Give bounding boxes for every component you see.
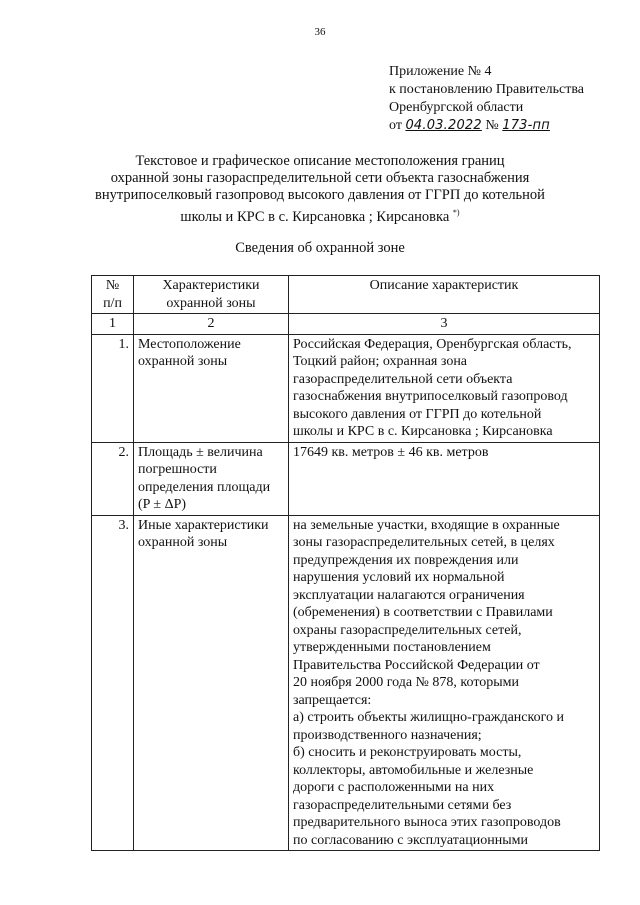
header-characteristics-line-2: охранной зоны: [166, 295, 256, 311]
characteristic-line: определения площади: [138, 479, 271, 495]
table-header-row: [92, 276, 600, 314]
description-line: предупреждения их повреждения или: [293, 552, 519, 568]
characteristic-line: Местоположение: [138, 336, 241, 352]
column-number-1: 1: [92, 314, 134, 335]
header-characteristics-line-1: Характеристики: [162, 278, 260, 293]
description-line: дороги с расположенными на них: [293, 780, 495, 795]
description-line: газораспределительной сети объекта: [293, 371, 513, 387]
row-number: 1.: [92, 334, 134, 442]
description-line: 17649 кв. метров ± 46 кв. метров: [293, 444, 489, 460]
appendix-line-1: Приложение № 4: [389, 64, 492, 79]
description-line: по согласованию с эксплуатационными: [293, 832, 528, 848]
header-number-line-2: п/п: [103, 295, 122, 311]
description-line: коллекторы, автомобильные и железные: [293, 762, 534, 778]
appendix-block: [389, 63, 639, 135]
description-line: газоснабжения внутрипоселковый газопровод: [293, 389, 568, 404]
row-characteristic: [134, 334, 289, 442]
characteristic-line: охранной зоны: [138, 354, 228, 369]
row-number: 2.: [92, 442, 134, 515]
header-number-line-1: №: [105, 278, 120, 293]
description-line: утвержденными постановлением: [293, 640, 491, 655]
description-line: эксплуатации налагаются ограничения: [293, 587, 525, 603]
description-line: зоны газораспределительных сетей, в целях: [293, 535, 555, 550]
title-line-2: охранной зоны газораспределительной сети объекта газоснабжения: [110, 170, 530, 186]
description-line: Российская Федерация, Оренбургская область,: [293, 336, 572, 352]
description-line: (обременения) в соответствии с Правилами: [293, 605, 553, 620]
header-description: Описание характеристик: [289, 276, 600, 314]
number-label: №: [485, 118, 499, 133]
description-line: высокого давления от ГГРП до котельной: [293, 406, 542, 422]
characteristic-line: (P ± ΔP): [138, 497, 187, 512]
header-number: [92, 276, 134, 314]
row-description: [289, 334, 600, 442]
characteristic-line: охранной зоны: [138, 535, 228, 550]
row-characteristic: [134, 442, 289, 515]
description-line: газораспределительными сетями без: [293, 797, 512, 813]
page-number: 36: [314, 26, 326, 38]
description-line: 20 ноября 2000 года № 878, которыми: [293, 675, 520, 690]
row-characteristic: [134, 515, 289, 851]
column-numbering-row: [92, 314, 600, 335]
row-description: [289, 442, 600, 515]
handwritten-number: 173-пп: [502, 118, 550, 133]
row-number: 3.: [92, 515, 134, 851]
description-line: на земельные участки, входящие в охранные: [293, 517, 560, 533]
characteristic-line: Площадь ± величина: [138, 444, 263, 460]
handwritten-date: 04.03.2022: [405, 118, 482, 133]
description-line: школы и КРС в с. Кирсановка ; Кирсановка: [293, 424, 553, 439]
column-number-3: 3: [289, 314, 600, 335]
footnote-mark: *): [452, 208, 460, 217]
appendix-line-3: Оренбургской области: [389, 100, 524, 115]
appendix-line-2: к постановлению Правительства: [389, 82, 585, 97]
characteristic-line: погрешности: [138, 462, 217, 477]
section-subtitle: Сведения об охранной зоне: [235, 240, 405, 256]
description-line: запрещается:: [293, 692, 372, 708]
description-line: производственного назначения;: [293, 727, 482, 743]
characteristic-line: Иные характеристики: [138, 517, 269, 533]
column-number-2: 2: [134, 314, 289, 335]
description-line: Правительства Российской Федерации от: [293, 657, 540, 673]
title-line-4: [90, 204, 550, 226]
title-line-4-text: школы и КРС в с. Кирсановка ; Кирсановка: [180, 208, 450, 225]
description-line: Тоцкий район; охранная зона: [293, 354, 468, 369]
table-row: [92, 442, 600, 515]
title-line-1: Текстовое и графическое описание местоположения границ: [135, 153, 505, 169]
description-line: б) сносить и реконструировать мосты,: [293, 745, 522, 760]
appendix-date-line: [389, 117, 639, 135]
description-line: нарушения условий их нормальной: [293, 570, 505, 585]
title-line-3: внутрипоселковый газопровод высокого давления от ГГРП до котельной: [95, 187, 545, 203]
table-row: [92, 334, 600, 442]
header-characteristics: [134, 276, 289, 314]
description-line: охраны газораспределительных сетей,: [293, 622, 522, 638]
from-label: от: [389, 118, 402, 133]
document-title: [90, 153, 550, 226]
table-row: [92, 515, 600, 851]
description-line: а) строить объекты жилищно-гражданского и: [293, 710, 564, 725]
row-description: [289, 515, 600, 851]
description-line: предварительного выноса этих газопроводов: [293, 815, 561, 830]
protection-zone-table: [91, 275, 600, 851]
